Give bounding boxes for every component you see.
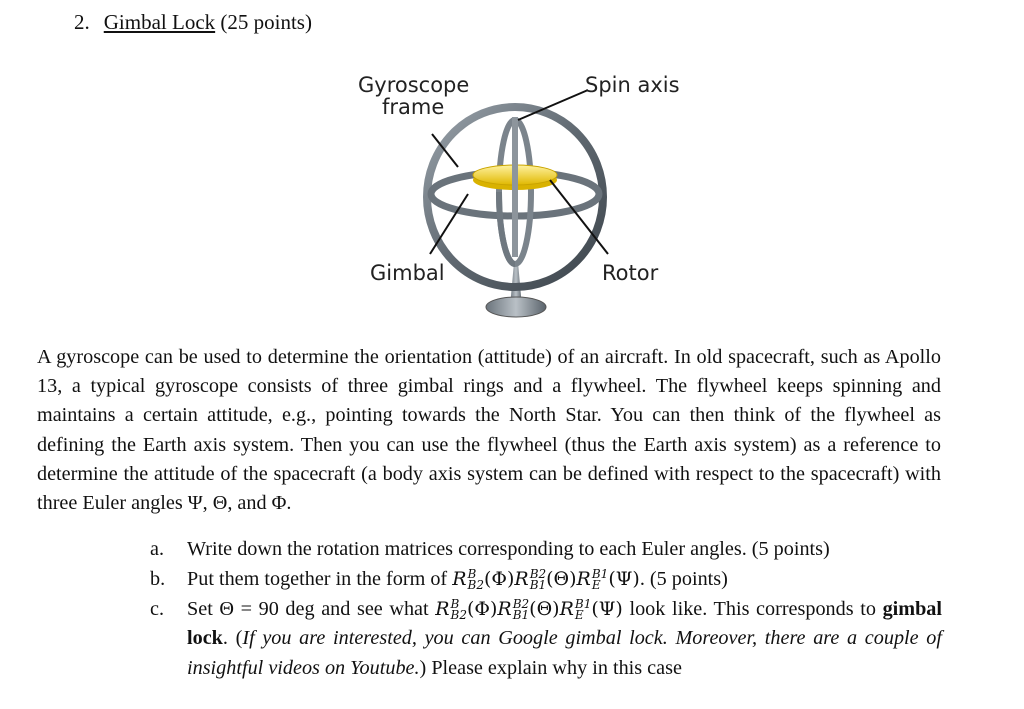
rotation-product-formula-c: R B B2 (Φ)R B2 B1 (Θ)R B1 E (Ψ): [435, 596, 623, 622]
label-spin-axis: Spin axis: [585, 73, 680, 97]
item-text-c-mid: look like. This corresponds to: [622, 597, 883, 620]
label-frame: frame: [382, 95, 445, 119]
question-list: [150, 535, 942, 684]
gimbal-lock-term: gimbal lock: [187, 597, 943, 650]
intro-paragraph: A gyroscope can be used to determine the orientation (attitude) of an aircraft. In old spacecraft, such as Apollo 13, a typical gyroscope consists of three gimbal rings and a flywheel. The flywheel keeps spinning and maintains a certain attitude, e.g., pointing towards the North Star. You can then think of the flywheel as defining the Earth axis system. Then you can use the flywheel (thus the Earth axis system) as a reference to determine the attitude of the spacecraft (a body axis system can be defined with respect to the spacecraft) with three Euler angles Ψ, Θ, and Φ.: [37, 346, 941, 515]
item-text-a: Write down the rotation matrices corresponding to each Euler angles. (5 points): [187, 538, 830, 560]
item-text-c-italic: If you are interested, you can Google gimbal lock. Moreover, there are a couple of insightful videos on Youtube.: [187, 627, 942, 680]
spin-axle: [512, 117, 518, 257]
item-text-c-pre: Set Θ = 90 deg and see what: [187, 597, 436, 620]
item-text-b-post: . (5 points): [639, 567, 728, 590]
rotation-product-formula: R B B2 (Φ)R B2 B1 (Θ)R B1 E (Ψ): [452, 566, 640, 592]
problem-heading: [74, 10, 312, 35]
problem-title: Gimbal Lock: [103, 10, 216, 34]
label-gyroscope: Gyroscope: [358, 73, 470, 97]
item-text-c-end: ) Please explain why in this case: [419, 657, 682, 680]
item-text-b-pre: Put them together in the form of: [187, 567, 453, 590]
label-gimbal: Gimbal: [370, 261, 445, 285]
item-label-b: b.: [150, 567, 166, 590]
item-label-c: c.: [150, 597, 165, 620]
list-item-c: c. Set Θ = 90 deg and see what R B B2 (Φ)R B2 B1 (Θ)R B1 E (Ψ) look like. This corresponds to gimbal lock. (If you are interested, you can Google gimbal lock. Moreover, there are a couple of insightful videos on Youtube.) Please explain why in this case: [150, 595, 942, 684]
label-rotor: Rotor: [602, 261, 659, 285]
item-label-a: a.: [150, 538, 165, 560]
problem-points: (25 points): [220, 10, 312, 34]
gyroscope-figure: [350, 62, 710, 332]
stand-base: [486, 297, 546, 317]
list-item-b: [150, 565, 942, 595]
list-item-a: [150, 535, 942, 565]
problem-number: 2.: [74, 10, 90, 34]
